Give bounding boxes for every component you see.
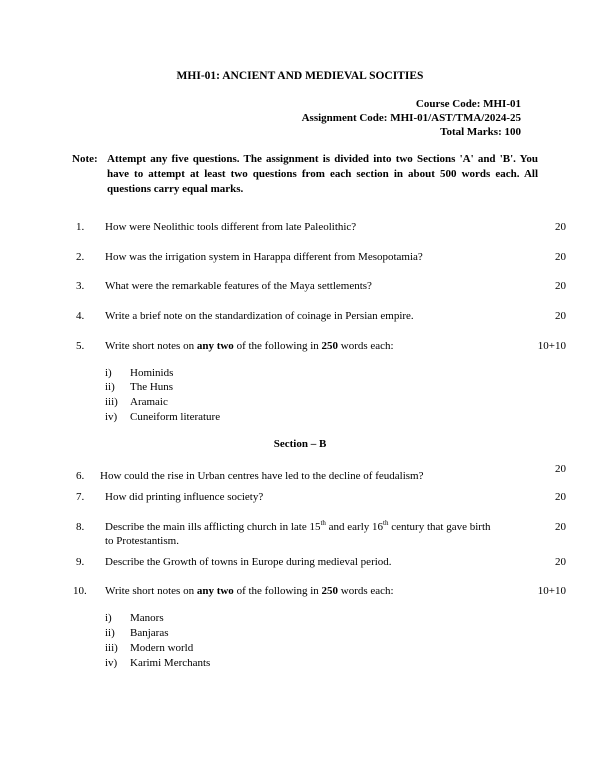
question-marks: 20 — [555, 221, 566, 233]
question-marks: 10+10 — [537, 340, 566, 352]
document-title: MHI-01: ANCIENT AND MEDIEVAL SOCITIES — [176, 70, 424, 82]
option-numeral: iii) — [105, 642, 118, 654]
question-number: 10. — [73, 585, 87, 597]
question-text: How were Neolithic tools different from late Paleolithic? — [105, 221, 357, 233]
question-text: Write short notes on any two of the following in 250 words each: — [105, 585, 394, 597]
option-text: Banjaras — [130, 627, 169, 639]
assignment-code: Assignment Code: MHI-01/AST/TMA/2024-25 — [301, 112, 521, 124]
question-text: Describe the main ills afflicting church in late 15th and early 16th century that gave birth — [105, 519, 491, 533]
option-text: Cuneiform literature — [130, 411, 221, 423]
question-marks: 20 — [555, 280, 566, 292]
question-marks: 20 — [555, 491, 566, 503]
question-marks: 10+10 — [537, 585, 566, 597]
question-marks: 20 — [555, 310, 566, 322]
note-block — [72, 152, 538, 197]
question-text-line-2: to Protestantism. — [105, 535, 179, 547]
question-number: 8. — [76, 521, 85, 533]
option-text: Aramaic — [130, 396, 168, 408]
option-text: Modern world — [130, 642, 194, 654]
question-marks: 20 — [555, 556, 566, 568]
option-text: The Huns — [130, 381, 174, 393]
option-numeral: ii) — [105, 381, 115, 393]
question-text: What were the remarkable features of the Maya settlements? — [105, 280, 372, 292]
option-numeral: iv) — [105, 657, 118, 669]
question-marks: 20 — [555, 251, 566, 263]
question-text: How did printing influence society? — [105, 491, 264, 503]
question-number: 5. — [76, 340, 85, 352]
option-text: Hominids — [130, 367, 174, 379]
question-text: Write short notes on any two of the following in 250 words each: — [105, 340, 394, 352]
note-label: Note: — [72, 153, 98, 165]
question-text: Describe the Growth of towns in Europe during medieval period. — [105, 556, 392, 568]
question-number: 1. — [76, 221, 85, 233]
option-numeral: iv) — [105, 411, 118, 423]
question-number: 9. — [76, 556, 85, 568]
course-code: Course Code: MHI-01 — [415, 98, 521, 110]
question-text: Write a brief note on the standardization of coinage in Persian empire. — [105, 310, 414, 322]
question-number: 7. — [76, 491, 85, 503]
question-number: 6. — [76, 470, 85, 482]
question-text: How could the rise in Urban centres have led to the decline of feudalism? — [100, 470, 424, 482]
question-number: 2. — [76, 251, 85, 263]
option-numeral: iii) — [105, 396, 118, 408]
option-text: Manors — [130, 612, 164, 624]
option-text: Karimi Merchants — [130, 657, 211, 669]
option-numeral: ii) — [105, 627, 115, 639]
question-marks: 20 — [555, 463, 566, 475]
option-numeral: i) — [105, 367, 112, 379]
question-number: 4. — [76, 310, 85, 322]
question-text: How was the irrigation system in Harappa different from Mesopotamia? — [105, 251, 423, 263]
question-number: 3. — [76, 280, 85, 292]
question-marks: 20 — [555, 521, 566, 533]
total-marks: Total Marks: 100 — [440, 126, 521, 138]
note-text: Attempt any five questions. The assignment is divided into two Sections 'A' and 'B'. You have to attempt at least two questions from each section in about 500 words each. All questions carry equal marks. — [107, 153, 538, 195]
option-numeral: i) — [105, 612, 112, 624]
section-b-heading: Section – B — [273, 438, 327, 450]
